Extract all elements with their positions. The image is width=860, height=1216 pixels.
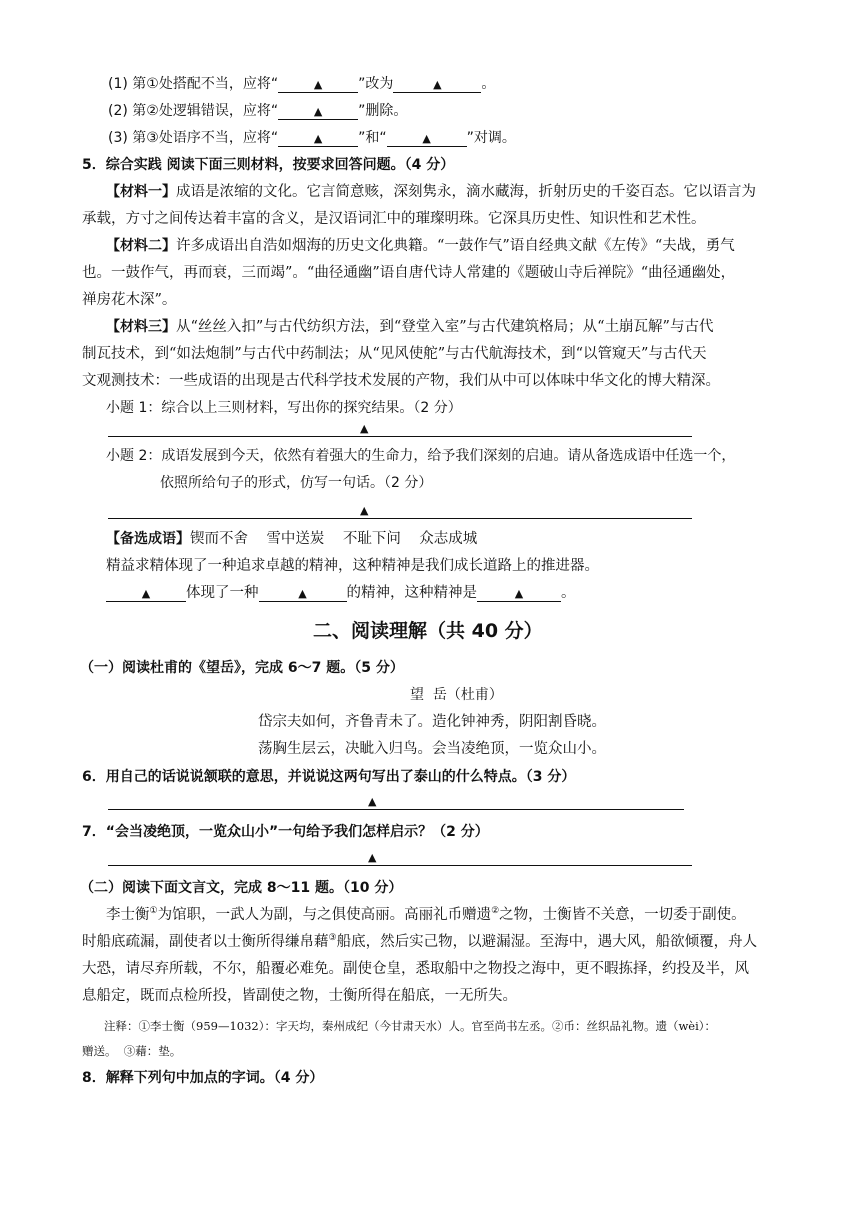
blank-triangle-icon: ▲	[313, 78, 323, 91]
passage-line-2	[82, 932, 757, 952]
answer-line[interactable]	[108, 436, 692, 437]
answer-line-triangle-icon: ▲	[360, 422, 369, 435]
question-7: 7．“会当凌绝顶，一览众山小”一句给予我们怎样启示？（2 分）	[82, 824, 489, 840]
answer-line-triangle-icon: ▲	[368, 851, 377, 864]
material-3-line-1	[106, 317, 713, 337]
answer-line[interactable]	[108, 518, 692, 519]
fill-text-b: 的精神，这种精神是	[346, 585, 477, 601]
q4-item-1-num: (1)	[108, 76, 128, 92]
passage-text: 船底，然后实己物，以避漏湿。至海中，遇大风，船欲倾覆，舟人	[336, 934, 758, 950]
part-1-intro: （一）阅读杜甫的《望岳》，完成 6～7 题。（5 分）	[80, 660, 404, 676]
blank-triangle-icon: ▲	[514, 587, 524, 600]
material-1-line-1	[106, 182, 756, 202]
q4-item-1-pre: 第①处搭配不当，应将“	[132, 76, 279, 92]
footnote-marker: ②	[491, 906, 500, 917]
subquestion-1: 小题 1：综合以上三则材料，写出你的探究结果。（2 分）	[106, 400, 462, 416]
options-text: 锲而不舍 雪中送炭 不耻下问 众志成城	[190, 531, 478, 547]
poem-line-1: 岱宗夫如何，齐鲁青未了。造化钟神秀，阴阳割昏晓。	[258, 714, 606, 730]
material-1-text: 成语是浓缩的文化。它言简意赅，深刻隽永，滴水藏海，折射历史的千姿百态。它以语言为	[176, 184, 756, 200]
passage-text: 为馆职，一武人为副，与之俱使高丽。高丽礼币赠遗	[157, 907, 492, 923]
part-2-intro: （二）阅读下面文言文，完成 8～11 题。（10 分）	[80, 880, 403, 896]
annotation-line-1	[104, 1016, 716, 1036]
fill-text-c: 。	[561, 585, 576, 601]
blank-triangle-icon: ▲	[433, 78, 442, 91]
q4-item-1-post: 。	[481, 76, 496, 92]
poem-title: 望 岳（杜甫）	[410, 687, 503, 703]
annotation-text: 注释：①李士衡（959—1032）：字天均，秦州成纪（今甘肃天水）人。官至尚书左丞。②币：丝织品礼物。遗（wèi）：	[104, 1019, 717, 1033]
answer-line-triangle-icon: ▲	[360, 504, 369, 517]
passage-text: 时船底疏漏，副使者以士衡所得缣帛藉	[82, 934, 329, 950]
material-2-text: 许多成语出自浩如烟海的历史文化典籍。“一鼓作气”语自经典文献《左传》“夫战，勇气	[176, 238, 735, 254]
material-1-line-2: 承载，方寸之间传达着丰富的含义，是汉语词汇中的璀璨明珠。它深具历史性、知识性和艺术性。	[82, 211, 706, 227]
blank-triangle-icon: ▲	[298, 587, 307, 600]
material-2-label: 【材料二】	[106, 238, 176, 254]
passage-text: 李士衡	[106, 907, 150, 923]
subquestion-2-line-2: 依照所给句子的形式，仿写一句话。（2 分）	[160, 475, 433, 491]
material-3-line-2: 制瓦技术，到“如法炮制”与古代中药制法；从“见风使舵”与古代航海技术，到“以管窥天”与古代天	[82, 346, 707, 362]
section-heading: 二、阅读理解（共 40 分）	[313, 620, 543, 642]
answer-line[interactable]	[108, 865, 692, 866]
q4-item-3-mid: ”和“	[358, 130, 387, 146]
q4-item-3-post: ”对调。	[466, 130, 516, 146]
options-label: 【备选成语】	[106, 531, 190, 547]
answer-blank[interactable]	[393, 76, 481, 93]
blank-triangle-icon: ▲	[422, 132, 431, 145]
q4-item-3-num: (3)	[108, 130, 128, 146]
passage-line-4: 息船定，既而点检所投，皆副使之物，士衡所得在船底，一无所失。	[82, 988, 517, 1004]
options-line	[106, 529, 477, 549]
q4-item-1	[108, 74, 495, 94]
poem-line-2: 荡胸生层云，决眦入归鸟。会当凌绝顶，一览众山小。	[258, 741, 606, 757]
answer-blank[interactable]	[278, 103, 358, 120]
imitation-fill	[106, 583, 576, 603]
answer-blank[interactable]	[106, 585, 186, 602]
passage-text: 之物，士衡皆不关意，一切委于副使。	[499, 907, 746, 923]
q4-item-2-num: (2)	[108, 103, 128, 119]
material-1-label: 【材料一】	[106, 184, 176, 200]
answer-blank[interactable]	[387, 130, 467, 147]
answer-line[interactable]	[108, 809, 684, 810]
blank-triangle-icon: ▲	[313, 105, 323, 118]
answer-blank[interactable]	[278, 130, 358, 147]
material-3-line-3: 文观测技术：一些成语的出现是古代科学技术发展的产物，我们从中可以体味中华文化的博大精深。	[82, 373, 720, 389]
footnote-marker: ③	[328, 933, 337, 944]
material-2-line-1	[106, 236, 735, 256]
annotation-line-2: 赠送。 ③藉：垫。	[82, 1044, 182, 1058]
q4-item-3	[108, 128, 516, 148]
question-6: 6．用自己的话说说颔联的意思，并说说这两句写出了泰山的什么特点。（3 分）	[82, 769, 576, 785]
q4-item-2	[108, 101, 407, 121]
blank-triangle-icon: ▲	[141, 587, 151, 600]
material-2-line-3: 禅房花木深”。	[82, 292, 177, 308]
q4-item-1-mid: ”改为	[358, 76, 394, 92]
footnote-marker: ①	[149, 906, 158, 917]
question-8: 8．解释下列句中加点的字词。（4 分）	[82, 1070, 324, 1086]
answer-blank[interactable]	[259, 585, 347, 602]
fill-text-a: 体现了一种	[186, 585, 259, 601]
passage-line-1	[106, 905, 746, 925]
blank-triangle-icon: ▲	[313, 132, 323, 145]
example-sentence: 精益求精体现了一种追求卓越的精神，这种精神是我们成长道路上的推进器。	[106, 558, 599, 574]
answer-line-triangle-icon: ▲	[368, 795, 377, 808]
subquestion-2-line-1: 小题 2：成语发展到今天，依然有着强大的生命力，给予我们深刻的启迪。请从备选成语中任选一个，	[106, 448, 736, 464]
q4-item-3-pre: 第③处语序不当，应将“	[132, 130, 279, 146]
material-3-text: 从“丝丝入扣”与古代纺织方法，到“登堂入室”与古代建筑格局；从“土崩瓦解”与古代	[176, 319, 714, 335]
material-2-line-2: 也。一鼓作气，再而衰，三而竭”。“曲径通幽”语自唐代诗人常建的《题破山寺后禅院》“曲径通幽处，	[82, 265, 736, 281]
answer-blank[interactable]	[477, 585, 561, 602]
q4-item-2-pre: 第②处逻辑错误，应将“	[132, 103, 279, 119]
answer-blank[interactable]	[278, 76, 358, 93]
passage-line-3: 大恐，请尽弃所载，不尔，船覆必难免。副使仓皇，悉取船中之物投之海中，更不暇拣择，约投及半，风	[82, 961, 749, 977]
q4-item-2-post: ”删除。	[358, 103, 408, 119]
q5-title: 5．综合实践 阅读下面三则材料，按要求回答问题。（4 分）	[82, 157, 455, 173]
material-3-label: 【材料三】	[106, 319, 176, 335]
